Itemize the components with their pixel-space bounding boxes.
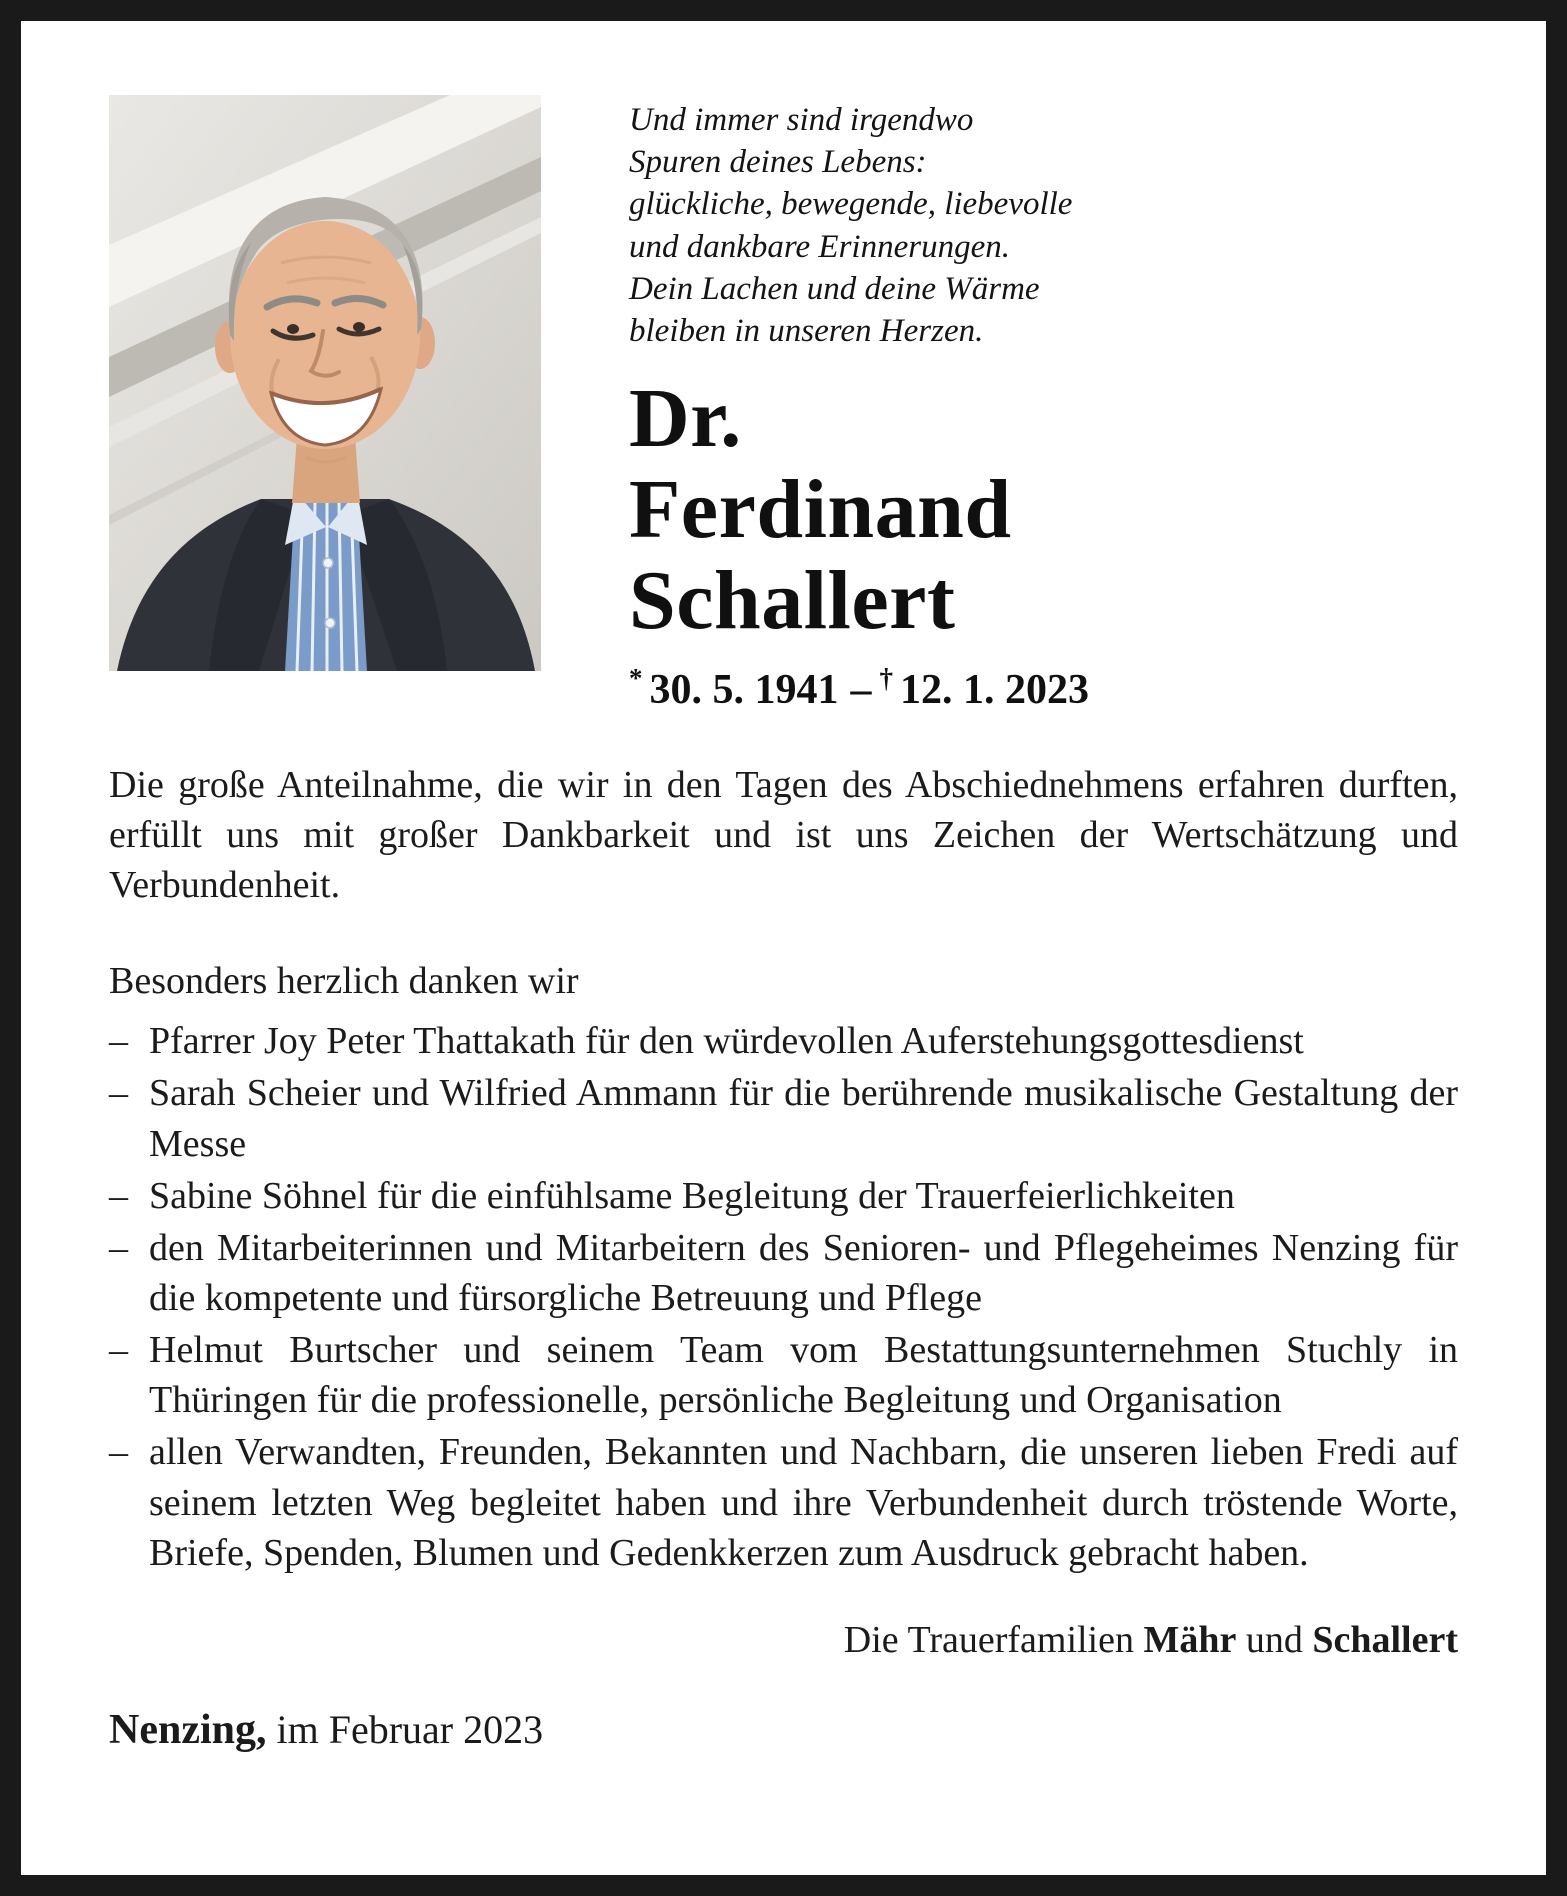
- memorial-poem: [629, 99, 1458, 352]
- thanks-intro: Besonders herzlich danken wir: [109, 960, 579, 1003]
- dash-marker: –: [109, 1226, 128, 1269]
- thanks-item-text: allen Verwandten, Freunden, Bekannten und Nachbarn, die unseren lieben Fredi auf seinem letzten Weg begleitet haben und ihre Verbundenheit durch tröstende Worte, Briefe, Spenden, Blumen und Gedenkkerzen zum Ausdruck gebracht haben.: [149, 1431, 1458, 1574]
- name-last: Schallert: [629, 553, 956, 647]
- poem-line: Dein Lachen und deine Wärme: [629, 270, 1040, 307]
- family-name-schallert: Schallert: [1312, 1618, 1458, 1661]
- poem-line: und dankbare Erinnerungen.: [629, 228, 1010, 265]
- poem-line: glückliche, bewegende, liebevolle: [629, 186, 1073, 223]
- dash-marker: –: [109, 1072, 128, 1115]
- thanks-item: [109, 1016, 1458, 1066]
- thanks-paragraph: Die große Anteilnahme, die wir in den Tagen des Abschiednehmens erfahren durften, erfüllt uns mit großer Dankbarkeit und ist uns Zeichen der Wertschätzung und Verbundenheit.: [109, 763, 1458, 906]
- dash-marker: –: [109, 1431, 128, 1474]
- birth-symbol: *: [629, 662, 643, 693]
- thanks-item: [109, 1223, 1458, 1323]
- thanks-item: [109, 1427, 1458, 1577]
- place-date-line: [109, 1706, 1458, 1754]
- thanks-item: [109, 1068, 1458, 1168]
- obituary-content: [21, 21, 1546, 1875]
- thanks-item-text: Pfarrer Joy Peter Thattakath für den würdevollen Auferstehungsgottesdienst: [149, 1020, 1304, 1063]
- date-text: im Februar 2023: [266, 1706, 544, 1752]
- portrait-illustration: [109, 95, 541, 671]
- thanks-item-text: Sabine Söhnel für die einfühlsame Begleitung der Trauerfeierlichkeiten: [149, 1174, 1235, 1217]
- closing-prefix: Die Trauerfamilien: [843, 1618, 1144, 1661]
- name-first: Ferdinand: [629, 463, 1012, 557]
- header-right-column: [541, 95, 1458, 714]
- thanks-item: [109, 1325, 1458, 1425]
- death-symbol: †: [879, 662, 893, 693]
- thanks-list: [109, 1016, 1458, 1578]
- thanks-item-text: Sarah Scheier und Wilfried Ammann für die berührende musikalische Gestaltung der Messe: [149, 1072, 1458, 1165]
- header-row: [109, 95, 1458, 714]
- dash-marker: –: [109, 1020, 128, 1063]
- birth-date: 30. 5. 1941: [649, 666, 839, 713]
- thanks-item-text: Helmut Burtscher und seinem Team vom Bestattungsunternehmen Stuchly in Thüringen für die professionelle, persönliche Begleitung und Organisation: [149, 1329, 1458, 1422]
- portrait-photo: [109, 95, 541, 671]
- dash-marker: –: [109, 1329, 128, 1372]
- poem-line: Spuren deines Lebens:: [629, 144, 927, 181]
- poem-line: bleiben in unseren Herzen.: [629, 313, 984, 350]
- closing-mid: und: [1236, 1618, 1313, 1661]
- thanks-item: [109, 1171, 1458, 1221]
- dash-marker: –: [109, 1174, 128, 1217]
- life-dates: [629, 663, 1458, 714]
- family-name-maehr: Mähr: [1143, 1618, 1237, 1661]
- death-date: 12. 1. 2023: [900, 666, 1089, 713]
- closing-line: [109, 1618, 1458, 1662]
- dates-separator: –: [850, 666, 872, 713]
- deceased-name: [629, 374, 1458, 646]
- name-title: Dr.: [629, 372, 742, 466]
- poem-line: Und immer sind irgendwo: [629, 102, 974, 138]
- thanks-item-text: den Mitarbeiterinnen und Mitarbeitern des Senioren- und Pflegeheimes Nenzing für die kompetente und fürsorgliche Betreuung und Pflege: [149, 1226, 1458, 1319]
- place-name: Nenzing,: [109, 1706, 267, 1753]
